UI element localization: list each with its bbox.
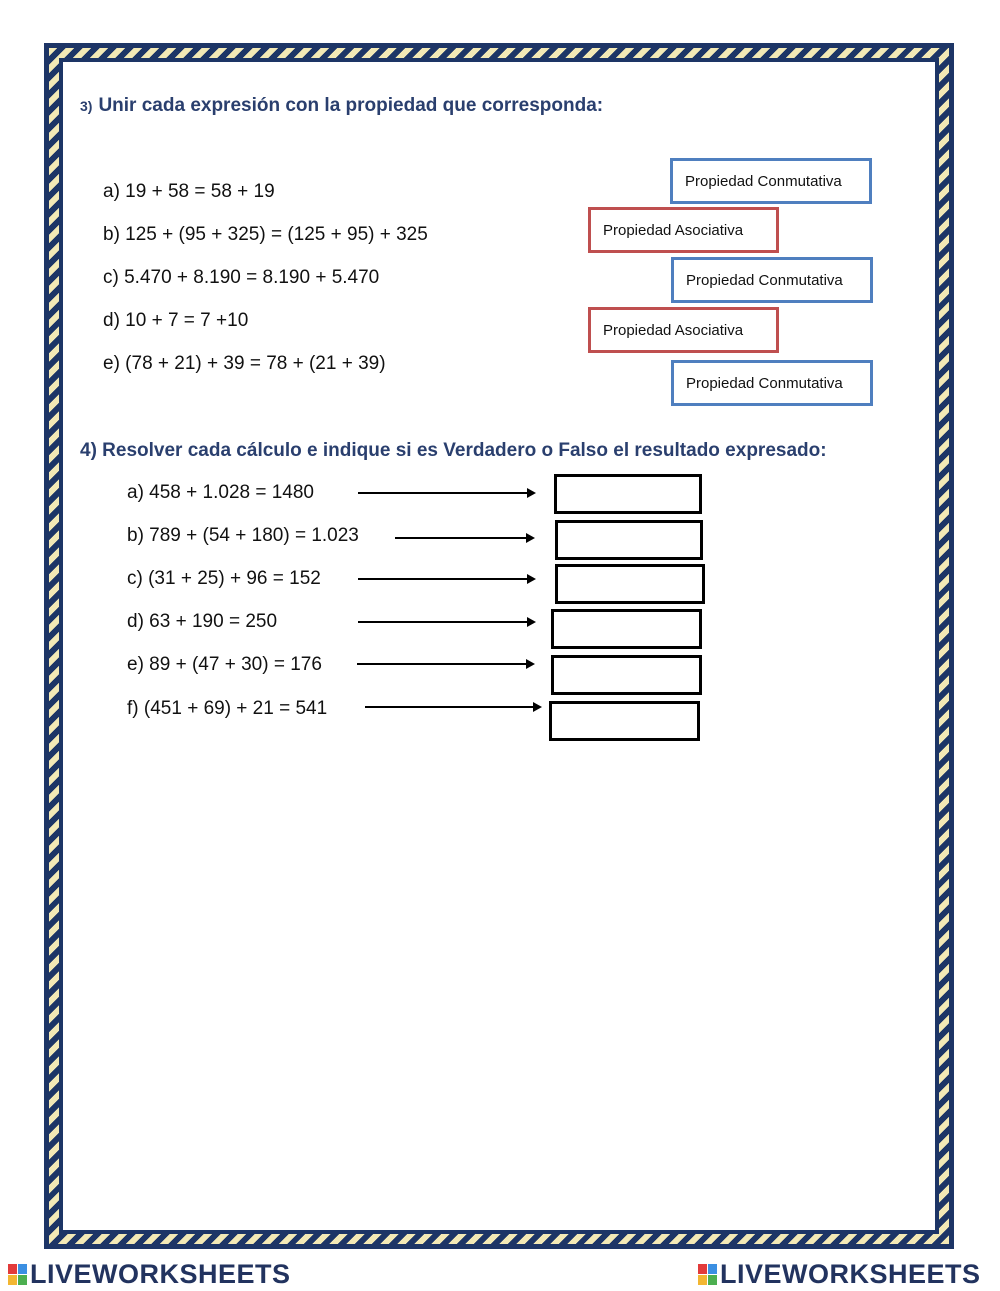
section4-heading: 4) Resolver cada cálculo e indique si es Verdadero o Falso el resultado expresado: (80, 440, 827, 461)
answer-box-b[interactable] (555, 520, 703, 560)
arrow-c (358, 578, 534, 580)
section4-expression-a: a) 458 + 1.028 = 1480 (127, 482, 314, 503)
section3-expression-d: d) 10 + 7 = 7 +10 (103, 310, 249, 331)
property-box-conmutativa-2[interactable]: Propiedad Conmutativa (671, 257, 873, 303)
section4-expression-e: e) 89 + (47 + 30) = 176 (127, 654, 322, 675)
arrow-a (358, 492, 534, 494)
property-box-conmutativa-3[interactable]: Propiedad Conmutativa (671, 360, 873, 406)
arrow-b (395, 537, 533, 539)
section3-heading (80, 95, 603, 117)
liveworksheets-logo-left[interactable] (8, 1259, 291, 1290)
logo-text: LIVEWORKSHEETS (30, 1259, 291, 1289)
section3-expression-c: c) 5.470 + 8.190 = 8.190 + 5.470 (103, 267, 380, 288)
section4-expression-f: f) (451 + 69) + 21 = 541 (127, 698, 328, 719)
section4-expression-d: d) 63 + 190 = 250 (127, 611, 278, 632)
section3-expression-a: a) 19 + 58 = 58 + 19 (103, 181, 275, 202)
logo-text: LIVEWORKSHEETS (720, 1259, 981, 1289)
answer-box-c[interactable] (555, 564, 705, 604)
section4-expression-c: c) (31 + 25) + 96 = 152 (127, 568, 321, 589)
section4-expression-b: b) 789 + (54 + 180) = 1.023 (127, 525, 359, 546)
arrow-d (358, 621, 534, 623)
property-box-asociativa-2[interactable]: Propiedad Asociativa (588, 307, 779, 353)
section3-expression-b: b) 125 + (95 + 325) = (125 + 95) + 325 (103, 224, 428, 245)
answer-box-d[interactable] (551, 609, 702, 649)
liveworksheets-mark-icon (698, 1264, 717, 1285)
property-box-asociativa-1[interactable]: Propiedad Asociativa (588, 207, 779, 253)
answer-box-a[interactable] (554, 474, 702, 514)
section3-number: 3) (80, 98, 93, 114)
arrow-f (365, 706, 540, 708)
answer-box-f[interactable] (549, 701, 700, 741)
liveworksheets-logo-right[interactable] (698, 1259, 981, 1290)
section3-title: Unir cada expresión con la propiedad que corresponda: (98, 95, 604, 116)
section3-expression-e: e) (78 + 21) + 39 = 78 + (21 + 39) (103, 353, 386, 374)
arrow-e (357, 663, 533, 665)
answer-box-e[interactable] (551, 655, 702, 695)
property-box-conmutativa-1[interactable]: Propiedad Conmutativa (670, 158, 872, 204)
liveworksheets-mark-icon (8, 1264, 27, 1285)
